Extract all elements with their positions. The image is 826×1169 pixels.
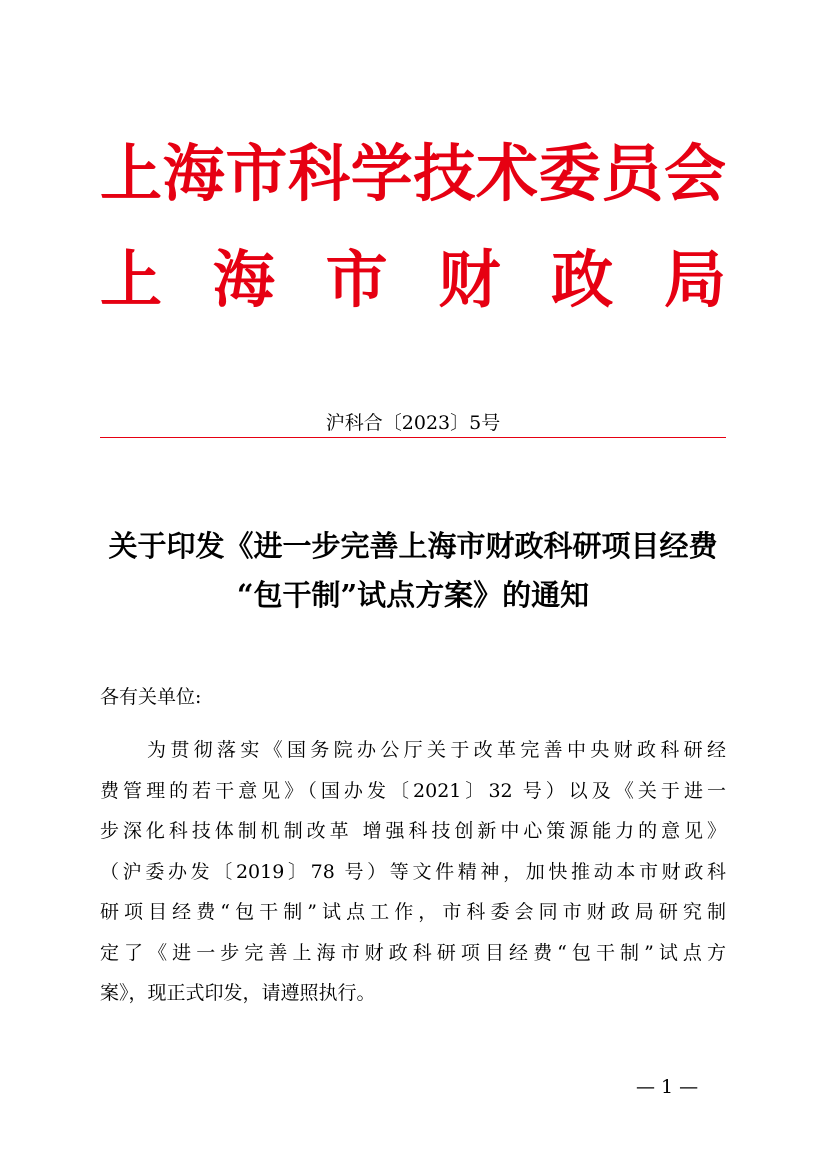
body-line: 步深化科技体制机制改革 增强科技创新中心策源能力的意见》 [100,820,726,842]
body-line: 研项目经费“包干制”试点工作，市科委会同市财政局研究制 [100,901,726,923]
body-paragraph [100,730,726,1014]
salutation: 各有关单位: [100,686,202,708]
body-line: 为贯彻落实《国务院办公厅关于改革完善中央财政科研经 [147,739,726,761]
body-line: 案》，现正式印发，请遵照执行。 [100,982,376,1004]
document-number: 沪科合〔2023〕5号 [325,412,501,434]
document-title [90,522,736,620]
body-line: （沪委办发〔2019〕78 号）等文件精神，加快推动本市财政科 [100,860,726,883]
body-line: 费管理的若干意见》（国办发〔2021〕32 号）以及《关于进一 [100,779,726,802]
issuing-org-2: 上 海 市 财 政 局 [100,243,726,316]
issuing-org-1: 上海市科学技术委员会 [100,137,726,210]
title-line-1: 关于印发《进一步完善上海市财政科研项目经费 [108,529,718,563]
page-number: — 1 — [636,1076,699,1098]
title-line-2: “包干制”试点方案》的通知 [236,578,590,612]
body-line: 定了《进一步完善上海市财政科研项目经费“包干制”试点方 [100,941,726,964]
red-divider [100,437,726,438]
